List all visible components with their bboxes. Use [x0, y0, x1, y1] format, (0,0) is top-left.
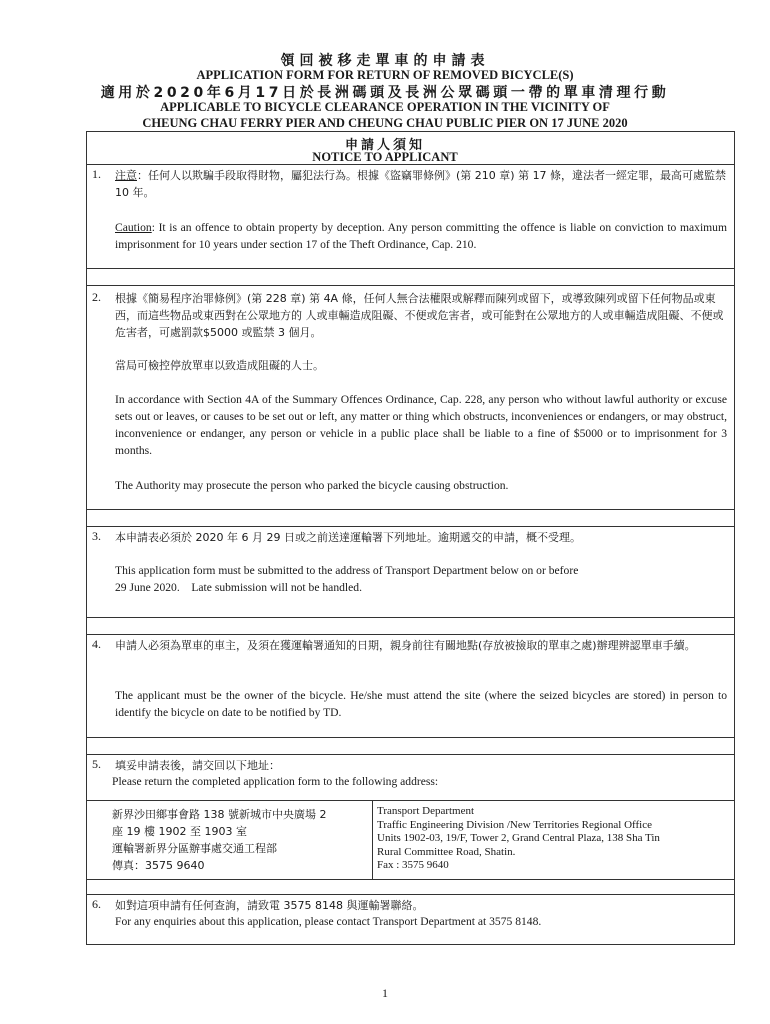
- form-scope-zh: 適用於2020年6月17日於長洲碼頭及長洲公眾碼頭一帶的單車清理行動: [100, 85, 670, 101]
- notice-heading-en: NOTICE TO APPLICANT: [312, 150, 458, 164]
- address-en: [377, 805, 731, 873]
- item-3-text-en-1: This application form must be submitted to the address of Transport Department below on or before: [115, 564, 579, 577]
- address-en-line-1: Transport Department: [377, 805, 475, 817]
- row-divider: [86, 164, 735, 165]
- caution-label-zh: 注意: [115, 169, 137, 182]
- caution-label-en: Caution: [115, 221, 152, 234]
- table-border-top: [86, 131, 735, 132]
- row-divider: [86, 754, 735, 755]
- item-3-text-en-2: 29 June 2020. Late submission will not be handled.: [115, 581, 362, 594]
- item-2-text-en: In accordance with Section 4A of the Summary Offences Ordinance, Cap. 228, any person who without lawful authority or excuse sets out or leaves, or causes to be set out or left, any matter or thing which obstructs, inconveniences or endangers, or may obstruct, inconvenience or endanger, any person or vehicle in a public place shall be liable to a fine of $5000 or to imprisonment for 3 months.: [115, 393, 727, 457]
- item-6-number: 6.: [92, 897, 101, 911]
- row-divider: [86, 617, 735, 618]
- row-divider: [86, 509, 735, 510]
- item-1-number: 1.: [92, 167, 101, 181]
- form-title-zh: 領回被移走單車的申請表: [280, 53, 490, 69]
- table-border-right: [734, 131, 735, 945]
- item-1-text-en: Caution: It is an offence to obtain property by deception. Any person committing the offence is liable on conviction to maximum imprisonment for 10 years under section 17 of the Theft Ordinance, Cap. 210.: [115, 221, 727, 251]
- item-5-text-zh: 填妥申請表後，請交回以下地址：: [115, 759, 280, 772]
- address-zh: [112, 806, 370, 874]
- address-column-divider: [372, 800, 373, 879]
- table-border-left: [86, 131, 87, 945]
- item-5-text-en: Please return the completed application form to the following address:: [112, 775, 439, 788]
- item-6-text-en: For any enquiries about this application, please contact Transport Department at 3575 8148.: [115, 915, 542, 928]
- row-divider: [86, 634, 735, 635]
- item-6-text-zh: 如對這項申請有任何查詢，請致電 3575 8148 與運輸署聯絡。: [115, 899, 424, 912]
- address-en-line-4: Rural Committee Road, Shatin.: [377, 845, 516, 858]
- item-2-number: 2.: [92, 290, 101, 304]
- row-divider: [86, 526, 735, 527]
- item-1-text-zh: 注意：任何人以欺騙手段取得財物，屬犯法行為。根據《盜竊罪條例》(第 210 章) 第 17 條，違法者一經定罪，最高可處監禁 10 年。: [115, 169, 727, 199]
- page-number: 1: [382, 986, 388, 1000]
- item-4-number: 4.: [92, 637, 101, 651]
- form-scope-en-1: APPLICABLE TO BICYCLE CLEARANCE OPERATION IN THE VICINITY OF: [160, 100, 610, 114]
- address-en-line-3: Units 1902-03, 19/F, Tower 2, Grand Central Plaza, 138 Sha Tin: [377, 832, 660, 844]
- row-divider: [86, 268, 735, 269]
- table-border-bottom: [86, 944, 735, 945]
- form-title-en: APPLICATION FORM FOR RETURN OF REMOVED BICYCLE(S): [196, 68, 574, 82]
- address-zh-line-3: 運輸署新界分區辦事處交通工程部: [112, 842, 277, 855]
- row-divider: [86, 285, 735, 286]
- address-en-line-2: Traffic Engineering Division /New Territories Regional Office: [377, 818, 652, 831]
- address-zh-line-1: 新界沙田鄉事會路 138 號新城市中央廣場 2: [112, 808, 327, 821]
- item-3-number: 3.: [92, 529, 101, 543]
- item-4-text-en: The applicant must be the owner of the bicycle. He/she must attend the site (where the seized bicycles are stored) in person to identify the bicycle on date to be notified by TD.: [115, 689, 727, 719]
- row-divider: [86, 894, 735, 895]
- address-en-line-5: Fax : 3575 9640: [377, 859, 449, 871]
- row-divider: [86, 737, 735, 738]
- item-2-text-zh-2: 當局可檢控停放單車以致造成阻礙的人士。: [115, 359, 324, 372]
- notice-heading-zh: 申請人須知: [344, 138, 425, 153]
- item-5-number: 5.: [92, 757, 101, 771]
- item-2-text-zh: 根據《簡易程序治罪條例》(第 228 章) 第 4A 條，任何人無合法權限或解釋而陳列或留下，或導致陳列或留下任何物品或東西，而這些物品或東西對在公眾地方的 人或車輛造成阻礙、不便或危害者，或可能對在公眾地方的人或車輛造成阻礙、不便或危害者，可處罰款$5000 或監禁 3 個月。: [115, 292, 724, 339]
- row-divider: [86, 879, 735, 880]
- item-2-text-en-2: The Authority may prosecute the person who parked the bicycle causing obstruction.: [115, 479, 509, 492]
- address-zh-line-2: 座 19 樓 1902 至 1903 室: [112, 825, 247, 838]
- row-divider: [86, 800, 735, 801]
- form-scope-en-2: CHEUNG CHAU FERRY PIER AND CHEUNG CHAU PUBLIC PIER ON 17 JUNE 2020: [142, 116, 628, 130]
- item-4-text-zh: 申請人必須為單車的車主，及須在獲運輸署通知的日期，親身前往有關地點(存放被撿取的單車之處)辦理辨認單車手續。: [115, 639, 696, 652]
- item-3-text-zh: 本申請表必須於 2020 年 6 月 29 日或之前送達運輸署下列地址。逾期遞交的申請，概不受理。: [115, 531, 581, 544]
- address-zh-line-4: 傳真：3575 9640: [112, 859, 205, 872]
